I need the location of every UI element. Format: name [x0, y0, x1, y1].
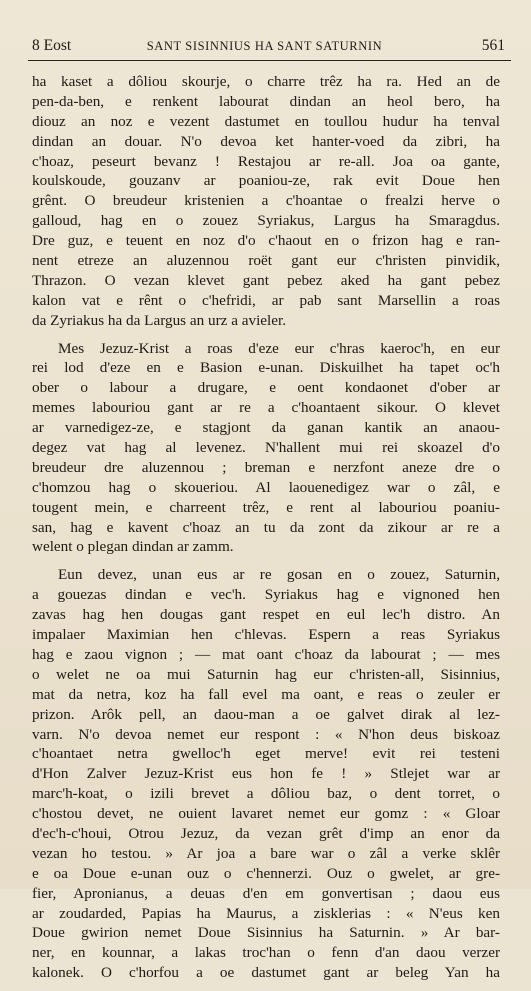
text-line: tougent mein, e charreent trêz, e rent al labouriou poaniu-	[32, 498, 500, 516]
header-date: 8 Eost	[32, 37, 72, 54]
text-line: c'hoantaet netra gwelloc'h eget merve! evit rei testeni	[32, 745, 500, 763]
paragraph	[32, 339, 500, 558]
text-line: mat da netra, koz ha fall evel ma oant, e reas o zeuler er	[32, 685, 500, 703]
text-line: da Zyriakus ha da Largus an urz a avieler.	[32, 311, 287, 329]
text-line: ober o labour a drugare, e oent kondaonet d'ober ar	[32, 379, 500, 397]
text-line: d'Hon Zalver Jezuz-Krist eus hon fe ! » Stlejet war ar	[32, 765, 500, 783]
text-line: a gouezas dindan e vec'h. Syriakus hag e vignoned hen	[32, 586, 500, 604]
text-line: ner, en kounnar, a lakas troc'han o fenn d'an daou verzer	[32, 944, 500, 962]
text-line: grênt. O breudeur kristenien a c'hoantae o frealzi herve o	[32, 192, 500, 210]
text-line: ar varnedigez-ze, e stagjont da ganan kantik an anaou-	[32, 419, 500, 437]
text-line: nent etreze an aluzennou roët gant eur c'hristen pinvidik,	[32, 252, 500, 270]
text-line: impalaer Maximian hen c'hlevas. Espern a reas Syriakus	[32, 626, 500, 644]
text-line: vezan ho testou. » Ar joa a bare war o zâl a verke sklêr	[32, 844, 500, 862]
text-line: prizon. Arôk pell, an daou-man a oe galvet dirak al lez-	[32, 705, 500, 723]
text-line: Doue gwirion nemet Doue Sisinnius ha Saturnin. » Ar bar-	[32, 924, 500, 942]
text-line: memes labouriou gant ar re a c'hoantaent sikour. O klevet	[32, 399, 500, 417]
text-line: zavas hag hen dougas gant respet en eul lec'h distro. An	[32, 606, 500, 624]
text-line: diouz an noz e vezent dastumet en toullou hudur ha tenval	[32, 112, 500, 130]
text-line: ha kaset a dôliou skourje, o charre trêz ha ra. Hed an de	[32, 73, 500, 90]
text-line: degez vat hag al levenez. N'hallent mui rei skoazel d'o	[32, 439, 500, 457]
header-rule	[28, 60, 511, 61]
text-line: Dre guz, e teuent en noz d'o c'haout en o frizon hag e ran-	[32, 232, 500, 250]
text-line: pen-da-ben, e renkent labourat dindan an heol bero, ha	[32, 92, 500, 110]
text-line: ar zoudarded, Papias ha Maurus, a zisklerias : « N'eus ken	[32, 904, 500, 922]
text-line: c'homzou hag o skoueriou. Al laouenedigez war o zâl, e	[32, 478, 500, 496]
text-line: e oa Doue e-unan ouz o c'hennerzi. Ouz o gwelet, ar gre-	[32, 864, 500, 882]
text-line: koulskoude, gouzanv ar poaniou-ze, rak evit Doue hen	[32, 172, 500, 190]
text-line: kalon vat e rênt o c'hefridi, ar pab sant Marsellin a roas	[32, 291, 500, 309]
text-line: c'hoaz, peseurt bevanz ! Restajou ar re-all. Joa oa gante,	[32, 152, 500, 170]
text-line: kalonek. O c'horfou a oe dastumet gant ar beleg Yan ha	[32, 964, 500, 982]
text-line: rei lod d'eze en e Basion e-unan. Diskuilhet ha tapet oc'h	[32, 359, 500, 377]
text-line: o welet ne oa mui Saturnin hag eur c'hristen-all, Sisinnius,	[32, 665, 500, 683]
page-number: 561	[481, 37, 505, 54]
text-line: san, hag e kavent c'hoaz an tu da zont da zikour ar re a	[32, 518, 500, 536]
text-line: Thrazon. O vezan klevet gant pebez aked ha gant pebez	[32, 271, 500, 289]
text-line: breudeur dre aluzennou ; breman e nerzfont aneze dre o	[32, 458, 500, 476]
paragraph	[32, 565, 500, 983]
running-header	[22, 36, 507, 56]
text-line: Eun devez, unan eus ar re gosan en o zouez, Saturnin,	[58, 566, 500, 584]
text-line: d'ec'h-c'houi, Otrou Jezuz, da vezan grêt d'imp an enor da	[32, 824, 500, 842]
text-line: c'hostou devet, ne ouient lavaret nemet eur gomz : « Gloar	[32, 805, 500, 823]
text-line: Mes Jezuz-Krist a roas d'eze eur c'hras kaeroc'h, en eur	[58, 339, 500, 357]
header-title: SANT SISINNIUS HA SANT SATURNIN	[146, 39, 383, 53]
text-line: welent o plegan dindan ar zamm.	[32, 538, 234, 556]
paragraph	[32, 72, 500, 331]
text-line: hag e zaou vignon ; — mat oant c'hoaz da labourat ; — mes	[32, 645, 500, 663]
text-line: fier, Apronianus, a deuas d'en em gonvertisan ; daou eus	[32, 884, 500, 902]
text-line: marc'h-koat, o izili brevet a dôliou baz, o dent torret, o	[32, 785, 500, 803]
body-text	[32, 72, 500, 991]
text-line: dindan an douar. N'o devoa ket hanter-voed da zibri, ha	[32, 132, 500, 150]
text-line: galloud, hag en o zouez Syriakus, Largus ha Smaragdus.	[32, 212, 500, 230]
text-line: varn. N'o devoa nemet eur respont : « N'hon deus biskoaz	[32, 725, 500, 743]
